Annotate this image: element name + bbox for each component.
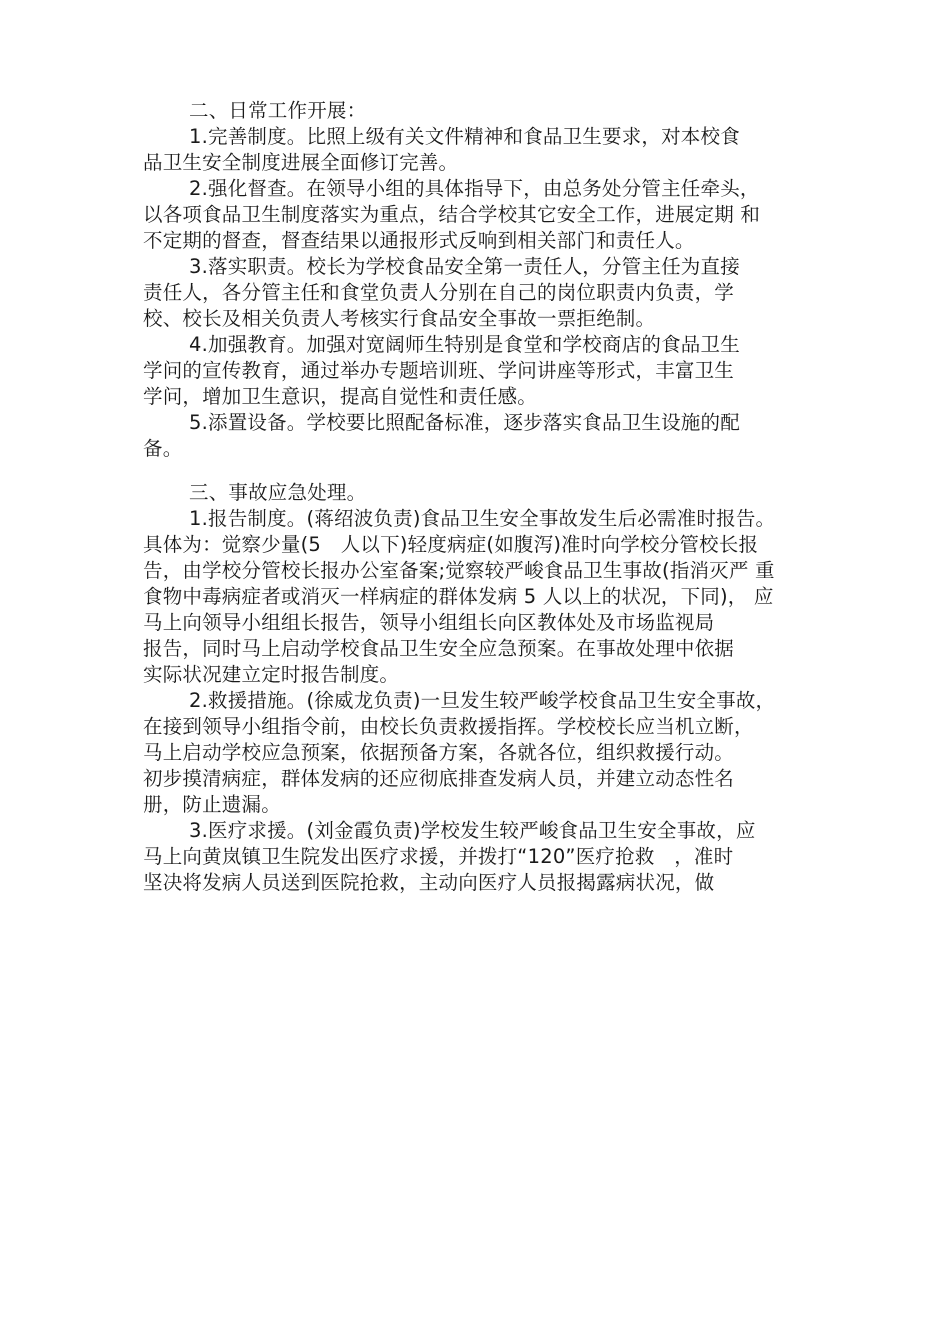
paragraph-line: 1.完善制度。比照上级有关文件精神和食品卫生要求，对本校食 bbox=[189, 125, 740, 148]
paragraph-line: 食物中毒病症者或消灭一样病症的群体发病 5 人以上的状况，下同)， 应 bbox=[143, 585, 774, 608]
paragraph-line: 学问，增加卫生意识，提高自觉性和责任感。 bbox=[143, 385, 538, 408]
paragraph-line: 报告，同时马上启动学校食品卫生安全应急预案。在事故处理中依据 bbox=[143, 637, 735, 660]
paragraph-line: 4.加强教育。加强对宽阔师生特别是食堂和学校商店的食品卫生 bbox=[189, 333, 740, 356]
paragraph-line: 初步摸清病症，群体发病的还应彻底排查发病人员，并建立动态性名 bbox=[143, 767, 735, 790]
paragraph-line: 备。 bbox=[143, 437, 183, 460]
paragraph-line: 责任人，各分管主任和食堂负责人分别在自己的岗位职责内负责，学 bbox=[143, 281, 735, 304]
paragraph-line: 册，防止遗漏。 bbox=[143, 793, 281, 816]
paragraph-line: 2.强化督查。在领导小组的具体指导下，由总务处分管主任牵头， bbox=[189, 177, 760, 200]
paragraph-line: 以各项食品卫生制度落实为重点，结合学校其它安全工作，进展定期 和 bbox=[143, 203, 761, 226]
paragraph-line: 坚决将发病人员送到医院抢救，主动向医疗人员报揭露病状况，做 bbox=[143, 871, 715, 894]
paragraph-line: 3.医疗求援。(刘金霞负责)学校发生较严峻食品卫生安全事故，应 bbox=[189, 819, 756, 842]
paragraph-line: 3.落实职责。校长为学校食品安全第一责任人，分管主任为直接 bbox=[189, 255, 740, 278]
paragraph-line: 2.救援措施。(徐威龙负责)一旦发生较严峻学校食品卫生安全事故， bbox=[189, 689, 776, 712]
document-body bbox=[143, 98, 815, 896]
paragraph-line: 在接到领导小组指令前，由校长负责救援指挥。学校校长应当机立断， bbox=[143, 715, 754, 738]
paragraph-line: 马上启动学校应急预案，依据预备方案，各就各位，组织救援行动。 bbox=[143, 741, 735, 764]
paragraph-line: 校、校长及相关负责人考核实行食品安全事故一票拒绝制。 bbox=[143, 307, 656, 330]
paragraph-line: 马上向黄岚镇卫生院发出医疗求援，并拨打“120”医疗抢救 ，准时 bbox=[143, 845, 734, 868]
paragraph-line: 品卫生安全制度进展全面修订完善。 bbox=[143, 151, 459, 174]
paragraph-line: 具体为：觉察少量(5 人以下)轻度病症(如腹泻)准时向学校分管校长报 bbox=[143, 533, 759, 556]
paragraph-line: 学问的宣传教育，通过举办专题培训班、学问讲座等形式，丰富卫生 bbox=[143, 359, 735, 382]
section-heading-emergency: 三、事故应急处理。 bbox=[189, 481, 367, 504]
paragraph-line: 告，由学校分管校长报办公室备案;觉察较严峻食品卫生事故(指消灭严 重 bbox=[143, 559, 775, 582]
paragraph-line: 5.添置设备。学校要比照配备标准，逐步落实食品卫生设施的配 bbox=[189, 411, 740, 434]
paragraph-line: 实际状况建立定时报告制度。 bbox=[143, 663, 400, 686]
paragraph-line: 1.报告制度。(蒋绍波负责)食品卫生安全事故发生后必需准时报告。 bbox=[189, 507, 776, 530]
paragraph-line: 不定期的督查，督查结果以通报形式反响到相关部门和责任人。 bbox=[143, 229, 695, 252]
section-heading-daily-work: 二、日常工作开展： bbox=[189, 99, 367, 122]
paragraph-line: 马上向领导小组组长报告，领导小组组长向区教体处及市场监视局 bbox=[143, 611, 715, 634]
